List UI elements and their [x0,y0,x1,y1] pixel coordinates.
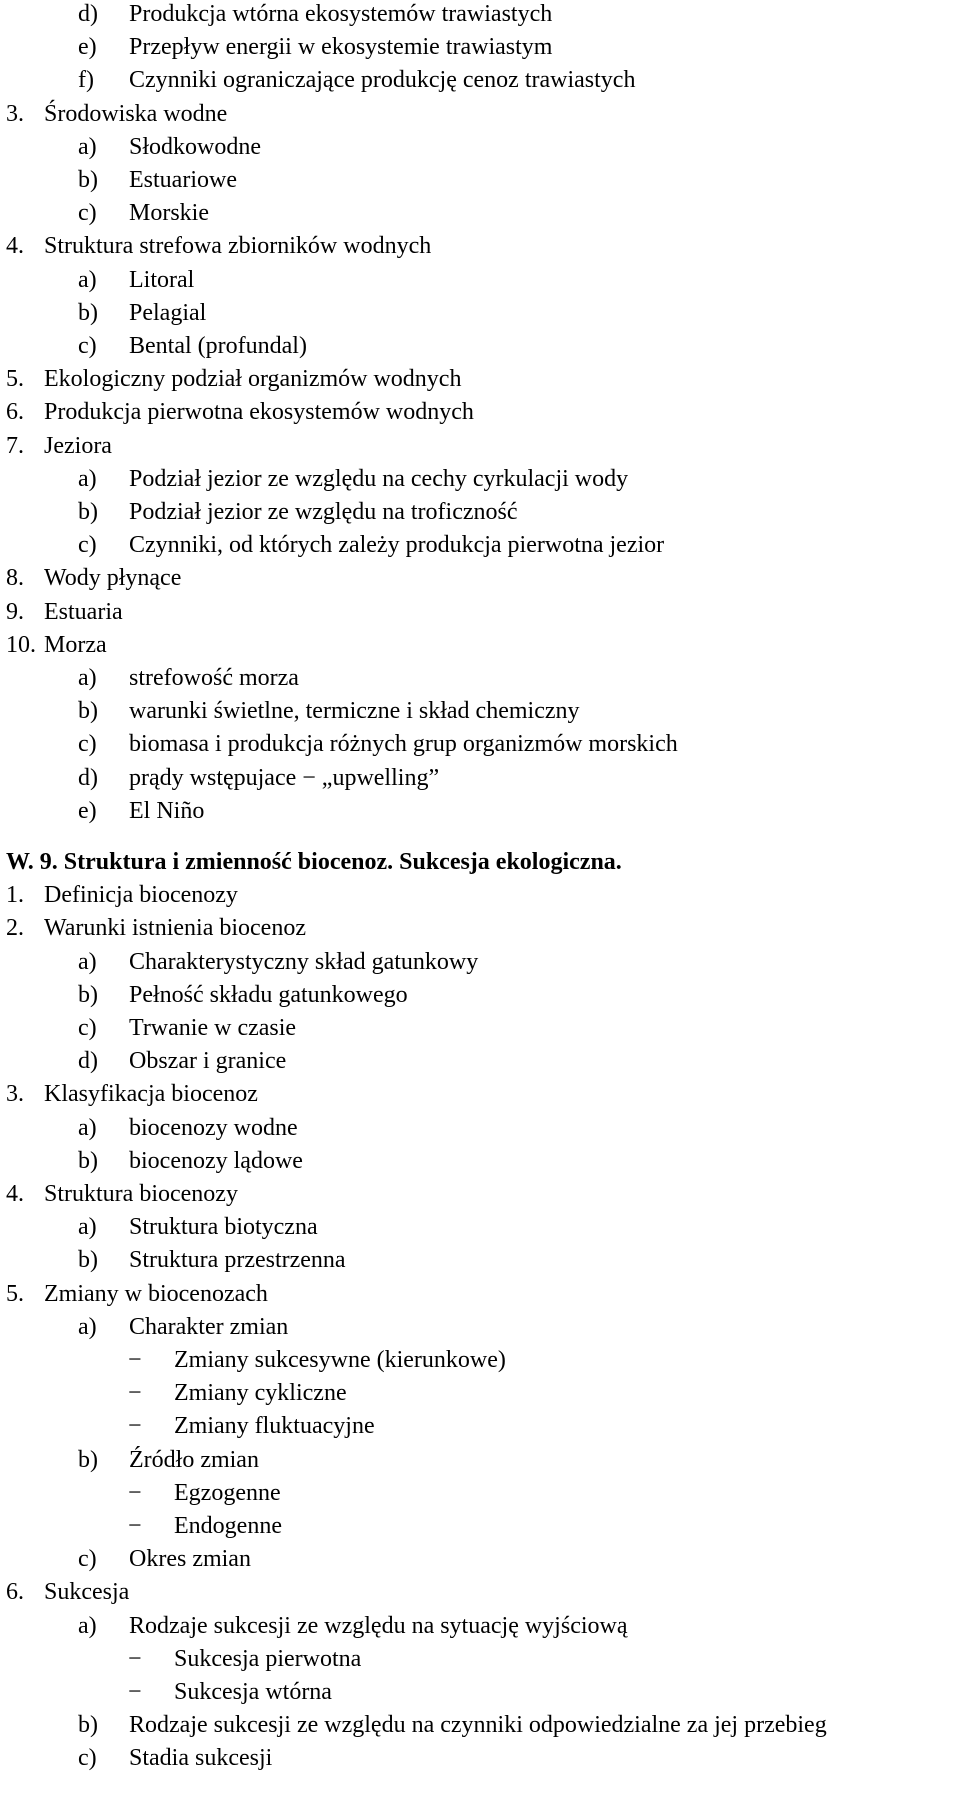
item-text: Charakter zmian [129,1313,289,1340]
item-marker: e) [78,34,97,61]
outline-item [0,881,960,909]
dash-bullet: − [128,1645,142,1672]
item-marker: c) [78,1015,97,1041]
item-text: Podział jezior ze względu na troficzność [129,499,518,525]
outline-subitem [0,1147,960,1175]
item-text: Charakterystyczny skład gatunkowy [129,948,479,975]
outline-item [0,631,960,659]
outline-subitem [0,764,960,792]
item-text: warunki świetlne, termiczne i skład chemiczny [129,698,580,725]
item-marker: c) [78,532,97,559]
item-text: Obszar i granice [129,1048,287,1075]
item-text: Czynniki, od których zależy produkcja pierwotna jezior [129,532,665,559]
outline-subitem [0,299,960,327]
outline-bullet-item [0,1479,960,1507]
outline-item [0,1280,960,1308]
outline-subitem [0,948,960,976]
outline-subitem [0,0,960,28]
item-marker: b) [78,698,98,725]
item-text: Słodkowodne [129,133,261,160]
item-text: Źródło zmian [129,1446,259,1473]
outline-subitem [0,33,960,61]
outline-item [0,1578,960,1606]
outline-subitem [0,531,960,559]
outline-bullet-item [0,1379,960,1407]
item-text: Endogenne [174,1513,282,1539]
item-text: Sukcesja [44,1579,130,1606]
item-marker: 2. [6,915,24,942]
item-marker: d) [78,1048,98,1075]
dash-bullet: − [128,1347,142,1373]
item-marker: a) [78,1313,97,1340]
item-text: Wody płynące [44,565,182,592]
item-text: prądy wstępujace − „upwelling” [129,764,440,791]
outline-subitem [0,66,960,94]
item-text: Struktura przestrzenna [129,1247,346,1274]
outline-bullet-item [0,1346,960,1374]
item-text: Egzogenne [174,1479,281,1506]
item-text: Rodzaje sukcesji ze względu na czynniki odpowiedzialne za jej przebieg [129,1712,827,1739]
outline-subitem [0,1213,960,1241]
item-text: Stadia sukcesji [129,1745,273,1772]
item-text: Estuaria [44,598,123,625]
outline-subitem [0,1545,960,1573]
item-text: biomasa i produkcja różnych grup organizmów morskich [129,731,678,758]
item-marker: 1. [6,882,24,909]
outline-subitem [0,1612,960,1640]
item-marker: e) [78,797,97,824]
item-marker: 8. [6,565,24,592]
item-marker: b) [78,499,98,525]
outline-subitem [0,1313,960,1341]
outline-subitem [0,498,960,526]
item-text: Warunki istnienia biocenoz [44,915,306,942]
outline-item [0,598,960,626]
item-marker: a) [78,665,97,691]
item-text: strefowość morza [129,665,299,691]
outline-subitem [0,730,960,758]
outline-subitem [0,664,960,692]
outline-subitem [0,1744,960,1772]
item-text: Zmiany w biocenozach [44,1280,268,1307]
outline-bullet-item [0,1645,960,1673]
item-text: Struktura biocenozy [44,1181,238,1207]
item-text: Pełność składu gatunkowego [129,981,408,1008]
outline-subitem [0,1246,960,1274]
item-text: Okres zmian [129,1546,251,1573]
item-text: Produkcja wtórna ekosystemów trawiastych [129,1,553,27]
item-marker: d) [78,764,98,791]
item-marker: c) [78,1745,97,1772]
item-text: Jeziora [44,432,112,459]
outline-item [0,398,960,426]
item-marker: 7. [6,432,24,459]
item-marker: b) [78,1147,98,1174]
outline-item [0,365,960,393]
outline-subitem [0,133,960,161]
item-marker: 6. [6,399,24,426]
outline-subitem [0,332,960,360]
outline-item [0,914,960,942]
item-marker: 4. [6,233,24,260]
outline-bullet-item [0,1678,960,1706]
item-text: Przepływ energii w ekosystemie trawiastym [129,34,553,61]
item-text: Produkcja pierwotna ekosystemów wodnych [44,399,474,426]
item-marker: f) [78,67,94,94]
outline-bullet-item [0,1412,960,1440]
outline-item [0,1180,960,1208]
item-marker: 4. [6,1181,24,1207]
item-marker: 5. [6,1280,24,1307]
item-text: Struktura strefowa zbiorników wodnych [44,233,432,260]
item-marker: 3. [6,1081,24,1108]
outline-subitem [0,1014,960,1042]
outline-item [0,100,960,128]
outline-item [0,564,960,592]
item-text: biocenozy lądowe [129,1147,303,1174]
item-marker: a) [78,1114,97,1141]
item-text: Struktura biotyczna [129,1214,318,1241]
item-marker: d) [78,1,98,27]
item-text: Bental (profundal) [129,333,307,359]
outline-subitem [0,981,960,1009]
item-marker: a) [78,948,97,975]
item-text: Morskie [129,200,209,227]
item-text: Czynniki ograniczające produkcję cenoz trawiastych [129,67,636,94]
outline-item [0,1080,960,1108]
item-text: Zmiany cykliczne [174,1380,347,1407]
item-marker: c) [78,731,97,758]
outline-subitem [0,166,960,194]
item-text: Pelagial [129,299,207,326]
outline-subitem [0,797,960,825]
item-marker: 3. [6,100,24,127]
item-text: Morza [44,631,107,658]
outline-item [0,432,960,460]
item-text: El Niño [129,797,205,824]
item-text: Trwanie w czasie [129,1015,297,1041]
item-text: Środowiska wodne [44,100,228,127]
dash-bullet: − [128,1479,142,1506]
dash-bullet: − [128,1513,142,1539]
item-marker: 6. [6,1579,24,1606]
item-text: Klasyfikacja biocenoz [44,1081,258,1108]
outline-subitem [0,1114,960,1142]
outline-subitem [0,1446,960,1474]
item-marker: a) [78,1612,97,1639]
outline-subitem [0,266,960,294]
item-marker: b) [78,1446,98,1473]
item-marker: a) [78,1214,97,1241]
section-heading [0,848,960,876]
item-marker: b) [78,1712,98,1739]
item-marker: a) [78,465,97,492]
dash-bullet: − [128,1380,142,1407]
item-text: W. 9. Struktura i zmienność biocenoz. Sukcesja ekologiczna. [6,849,622,875]
item-marker: c) [78,1546,97,1573]
item-text: biocenozy wodne [129,1114,298,1141]
item-text: Ekologiczny podział organizmów wodnych [44,366,462,393]
item-marker: 5. [6,366,24,393]
outline-item [0,232,960,260]
dash-bullet: − [128,1413,142,1440]
outline-bullet-item [0,1512,960,1540]
outline-subitem [0,1047,960,1075]
outline-subitem [0,1711,960,1739]
item-marker: 9. [6,598,24,625]
item-marker: 10. [6,631,36,658]
item-text: Definicja biocenozy [44,882,238,909]
item-text: Sukcesja pierwotna [174,1645,362,1672]
item-marker: b) [78,981,98,1008]
item-marker: b) [78,1247,98,1274]
item-text: Podział jezior ze względu na cechy cyrkulacji wody [129,465,629,492]
outline-subitem [0,199,960,227]
item-text: Zmiany sukcesywne (kierunkowe) [174,1347,506,1373]
item-marker: a) [78,266,97,293]
dash-bullet: − [128,1679,142,1705]
item-text: Sukcesja wtórna [174,1679,332,1705]
item-text: Zmiany fluktuacyjne [174,1413,375,1440]
item-marker: b) [78,299,98,326]
item-text: Rodzaje sukcesji ze względu na sytuację wyjściową [129,1612,628,1639]
item-marker: b) [78,167,98,193]
item-text: Litoral [129,266,195,293]
item-marker: c) [78,200,97,227]
outline-subitem [0,697,960,725]
item-marker: c) [78,333,97,359]
item-text: Estuariowe [129,167,237,193]
outline-subitem [0,465,960,493]
item-marker: a) [78,133,97,160]
